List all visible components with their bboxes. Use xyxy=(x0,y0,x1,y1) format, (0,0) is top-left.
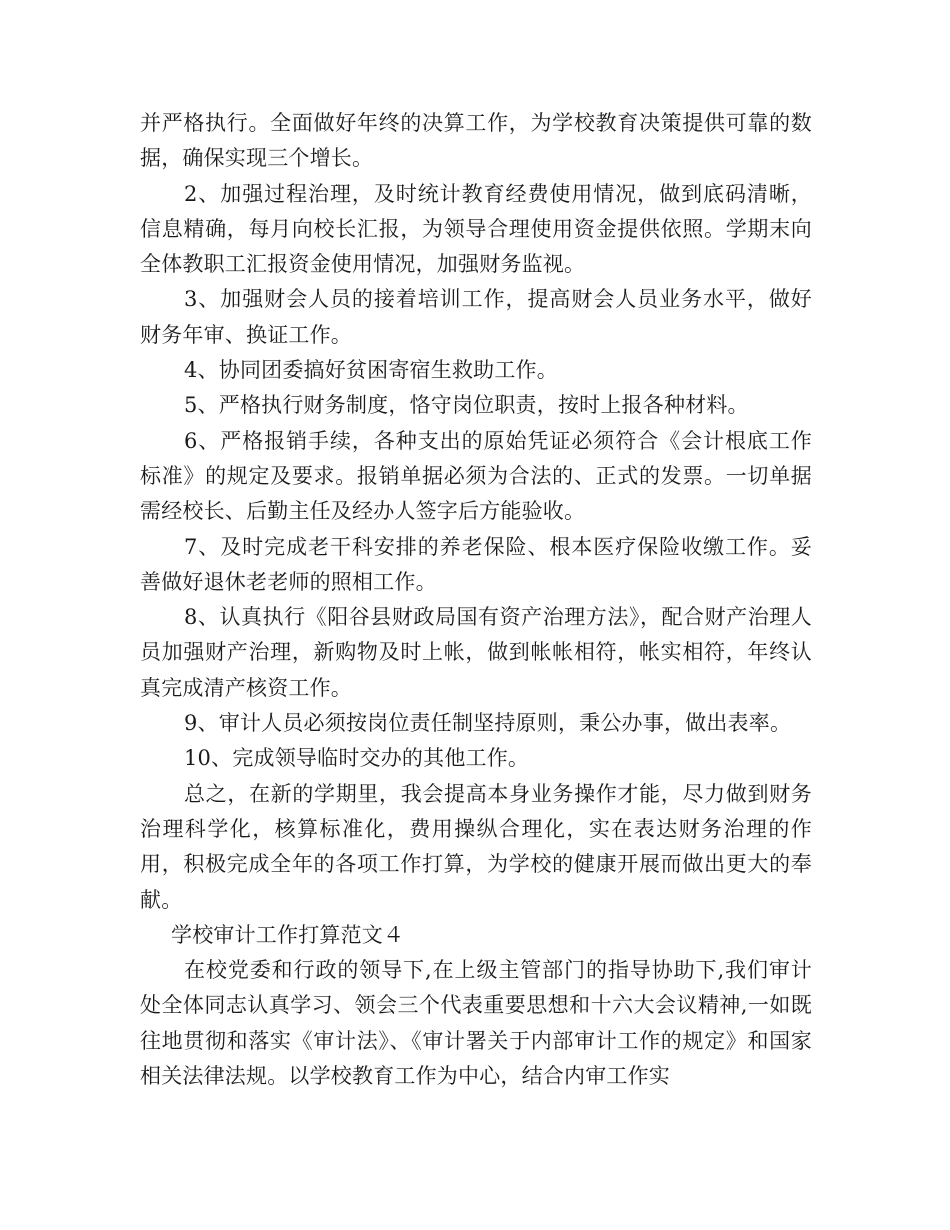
document-body xyxy=(140,106,812,1094)
paragraph-6: 6、严格报销手续，各种支出的原始凭证必须符合《会计根底工作标准》的规定及要求。报销单据必须为合法的、正式的发票。一切单据需经校长、后勤主任及经办人签字后方能验收。 xyxy=(140,428,812,524)
paragraph-8: 8、认真执行《阳谷县财政局国有资产治理方法》，配合财产治理人员加强财产治理，新购物及时上帐，做到帐帐相符，帐实相符，年终认真完成清产核资工作。 xyxy=(140,605,812,700)
paragraph-1: 并严格执行。全面做好年终的决算工作，为学校教育决策提供可靠的数据，确保实现三个增长。 xyxy=(140,111,812,171)
paragraph-5: 5、严格执行财务制度，恪守岗位职责，按时上报各种材料。 xyxy=(184,393,749,418)
paragraph-3: 3、加强财会人员的接着培训工作，提高财会人员业务水平，做好财务年审、换证工作。 xyxy=(140,287,812,347)
paragraph-12: 在校党委和行政的领导下,在上级主管部门的指导协助下,我们审计处全体同志认真学习、领会三个代表重要思想和十六大会议精神,一如既往地贯彻和落实《审计法》、《审计署关于内部审计工作的规定》和国家相关法律法规。以学校教育工作为中心，结合内审工作实 xyxy=(140,958,812,1089)
paragraph-11: 总之，在新的学期里，我会提高本身业务操作才能，尽力做到财务治理科学化，核算标准化，费用操纵合理化，实在表达财务治理的作用，积极完成全年的各项工作打算，为学校的健康开展而做出更大的奉献。 xyxy=(140,781,812,912)
paragraph-7: 7、及时完成老干科安排的养老保险、根本医疗保险收缴工作。妥善做好退休老老师的照相工作。 xyxy=(140,534,812,594)
paragraph-10: 10、完成领导临时交办的其他工作。 xyxy=(184,746,530,771)
section-heading: 学校审计工作打算范文４ xyxy=(171,922,405,947)
paragraph-4: 4、协同团委搞好贫困寄宿生救助工作。 xyxy=(184,358,558,383)
paragraph-2: 2、加强过程治理，及时统计教育经费使用情况，做到底码清晰，信息精确，每月向校长汇报，为领导合理使用资金提供依照。学期末向全体教职工汇报资金使用情况，加强财务监视。 xyxy=(140,181,812,277)
paragraph-9: 9、审计人员必须按岗位责任制坚持原则，秉公办事，做出表率。 xyxy=(184,711,792,736)
